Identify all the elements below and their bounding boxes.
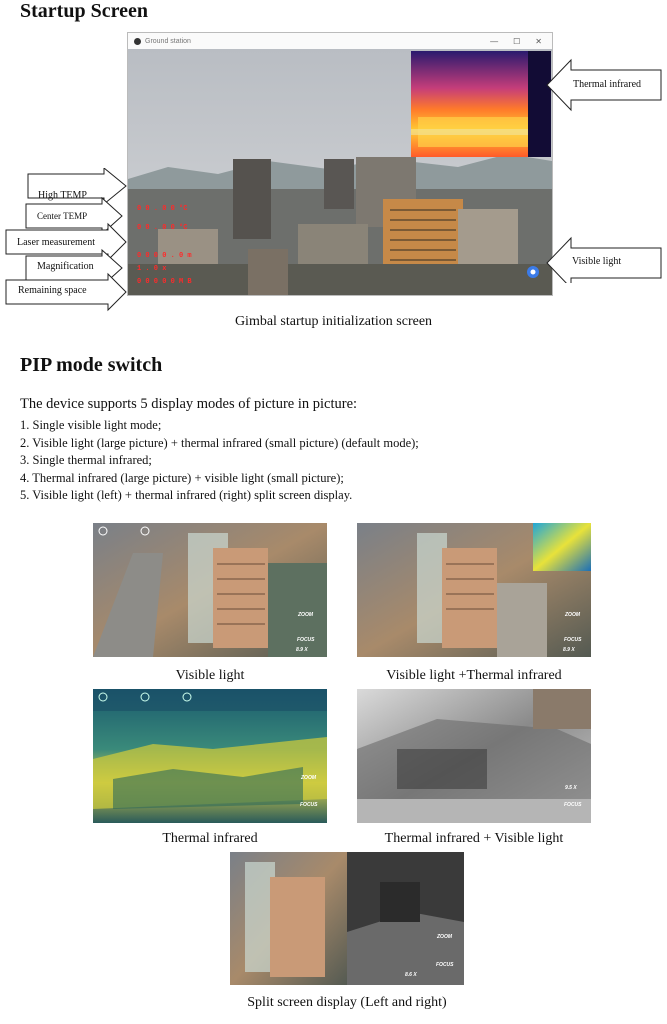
callout-center-temp: Center TEMP	[37, 211, 88, 221]
minimize-button[interactable]: —	[490, 36, 499, 46]
focus-label: FOCUS	[564, 637, 582, 643]
focus-label: FOCUS	[300, 802, 318, 808]
zoom-label: ZOOM	[565, 612, 580, 618]
visible-light-screenshot	[93, 523, 327, 657]
thermal-visible-pip-screenshot	[357, 689, 591, 823]
caption-visible-thermal: Visible light +Thermal infrared	[386, 668, 562, 683]
caption-split-screen: Split screen display (Left and right)	[247, 995, 447, 1010]
thermal-infrared-screenshot	[93, 689, 327, 823]
window-title: Ground station	[145, 37, 191, 45]
remaining-space-value: 0 0 0 0 0 M B	[137, 278, 192, 286]
focus-label: FOCUS	[564, 802, 582, 808]
caption-thermal-visible: Thermal infrared + Visible light	[384, 831, 564, 846]
callout-laser-measurement: Laser measurement	[17, 237, 96, 248]
pip-intro: The device supports 5 display modes of picture in picture:	[20, 396, 358, 412]
startup-caption: Gimbal startup initialization screen	[234, 314, 433, 329]
zoom-level: 9.5 X	[565, 785, 577, 791]
laser-distance-value: 0 0 0 0 . 0 m	[137, 252, 192, 260]
visible-thermal-pip-screenshot	[357, 523, 591, 657]
pip-mode-list	[20, 417, 419, 505]
list-item: 4. Thermal infrared (large picture) + visible light (small picture);	[20, 470, 344, 485]
zoom-level: 8.6 X	[405, 972, 417, 978]
list-item: 3. Single thermal infrared;	[20, 453, 152, 467]
high-temp-value: 0 0 . 0 0 °C	[137, 205, 188, 213]
list-item: 1. Single visible light mode;	[20, 418, 162, 432]
maximize-button[interactable]: ☐	[513, 36, 521, 46]
focus-label: FOCUS	[436, 962, 454, 968]
app-logo-icon	[134, 38, 141, 45]
callout-visible-light: Visible light	[572, 256, 622, 267]
zoom-level: 8.9 X	[563, 647, 575, 653]
pip-heading: PIP mode switch	[20, 354, 163, 376]
window-titlebar	[128, 33, 552, 49]
zoom-label: ZOOM	[298, 612, 313, 618]
split-screen-screenshot	[230, 852, 464, 985]
callout-magnification: Magnification	[37, 261, 94, 272]
right-callout-arrows	[545, 58, 665, 283]
list-item: 5. Visible light (left) + thermal infrared (right) split screen display.	[20, 488, 353, 502]
callout-remaining-space: Remaining space	[18, 285, 87, 296]
callout-thermal-infrared: Thermal infrared	[573, 79, 642, 90]
zoom-level: 8.9 X	[296, 647, 308, 653]
zoom-label: ZOOM	[301, 775, 316, 781]
startup-heading: Startup Screen	[20, 0, 148, 22]
caption-visible-light: Visible light	[175, 668, 245, 683]
center-temp-value: 0 0 . 0 0 °C	[137, 224, 188, 232]
list-item: 2. Visible light (large picture) + thermal infrared (small picture) (default mode);	[20, 435, 419, 450]
caption-thermal-infrared: Thermal infrared	[162, 831, 258, 846]
callout-high-temp: High TEMP	[38, 190, 87, 201]
close-button[interactable]: ✕	[535, 36, 542, 46]
zoom-label: ZOOM	[437, 934, 452, 940]
focus-label: FOCUS	[297, 637, 315, 643]
magnification-value: 1 . 0 x	[137, 265, 167, 273]
